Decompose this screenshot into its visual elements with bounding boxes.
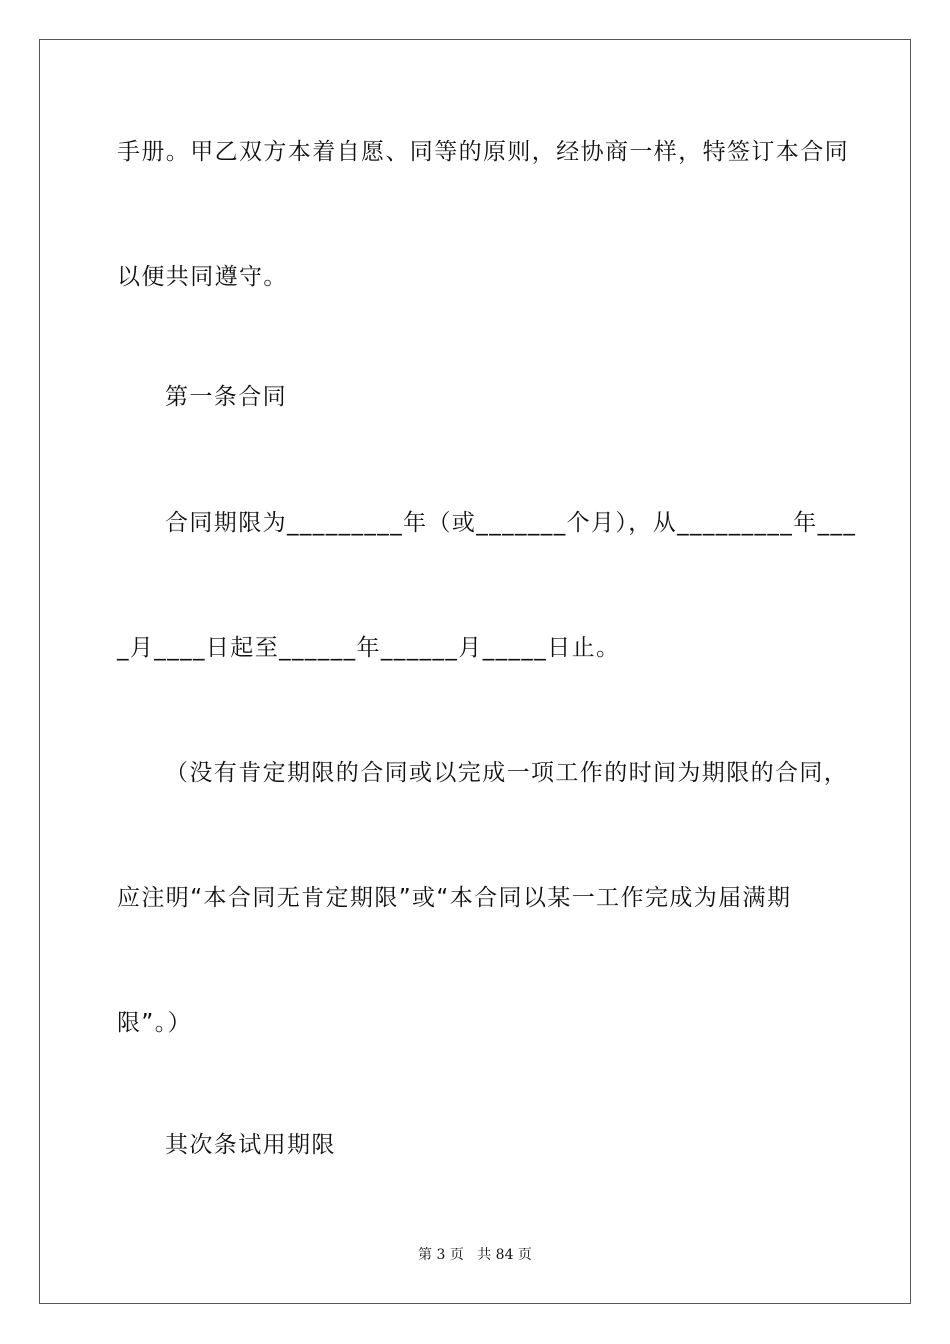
total-pages: 共 84 页 [477,1247,532,1263]
body-text-contract-dates: _月____日起至______年______月_____日止。 [117,635,621,661]
section-heading-article-1: 第一条合同 [165,384,287,410]
body-text-note-line-2: 应注明“本合同无肯定期限”或“本合同以某一工作完成为届满期 [117,885,792,911]
section-heading-article-2: 其次条试用期限 [165,1132,336,1158]
body-text-note-line-3: 限”。） [117,1010,193,1036]
body-text-line-1: 手册。甲乙双方本着自愿、同等的原则，经协商一样，特签订本合同 [117,139,849,165]
page-frame [39,39,911,1304]
page-number: 第 3 页 [418,1247,464,1263]
body-text-note-line-1: （没有肯定期限的合同或以完成一项工作的时间为期限的合同， [165,760,849,786]
page-footer [0,1245,950,1265]
body-text-line-2: 以便共同遵守。 [117,264,288,290]
body-text-contract-term: 合同期限为_________年（或_______个月），从_________年___ [165,510,857,536]
